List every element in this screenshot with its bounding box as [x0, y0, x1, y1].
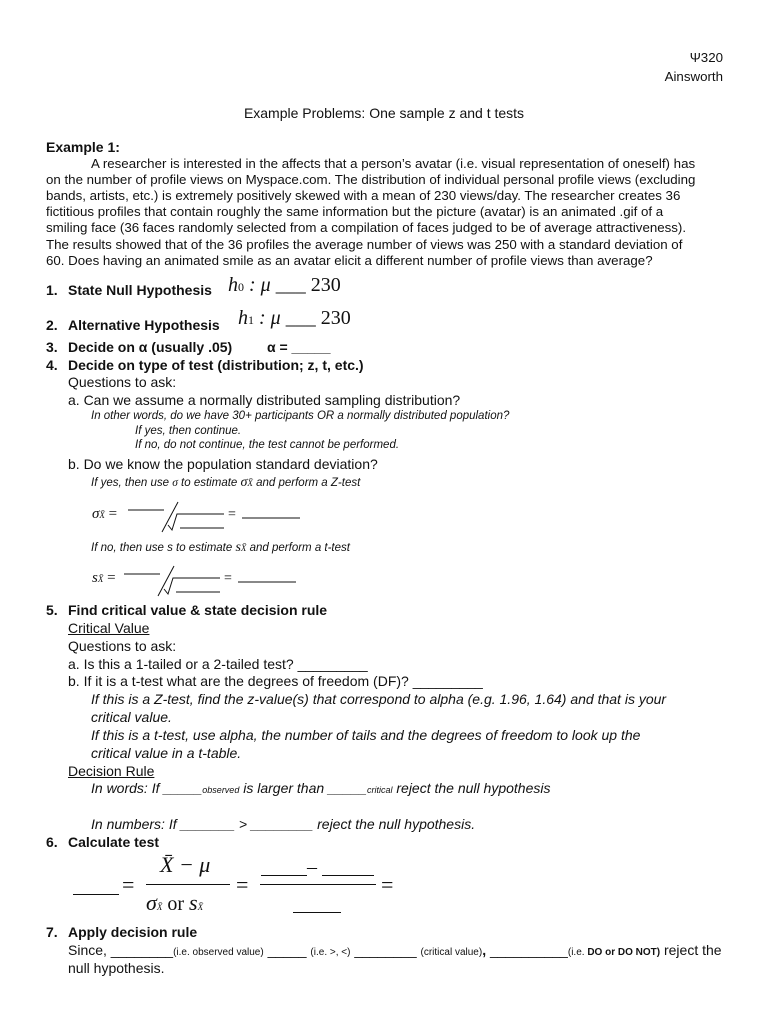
- paragraph-line: The results showed that of the 36 profiles the average number of views was 250 with a standard deviation of: [46, 237, 683, 252]
- step-5-label: 5. Find critical value & state decision rule: [46, 602, 328, 618]
- paragraph-line: A researcher is interested in the affects that a person’s avatar (i.e. visual representation of oneself) has: [91, 156, 696, 171]
- question-a: a. Can we assume a normally distributed sampling distribution?: [68, 392, 461, 408]
- blank: [322, 875, 374, 876]
- paragraph-line: 60. Does having an animated smile as an avatar elicit a different number of profile views than average?: [46, 253, 653, 268]
- decision-rule-heading: Decision Rule: [68, 763, 155, 779]
- step-2-label: 2. Alternative Hypothesis: [46, 317, 220, 333]
- page-title: Example Problems: One sample z and t tests: [243, 105, 525, 121]
- note: If no, do not continue, the test cannot be performed.: [135, 439, 400, 451]
- svg-text:=: =: [224, 571, 232, 586]
- standard-error-formula-lines-t: [120, 564, 300, 598]
- note: In other words, do we have 30+ participants OR a normally distributed population?: [91, 410, 510, 422]
- z-note: If this is a Z-test, find the z-value(s) that correspond to alpha (e.g. 1.96, 1.64) and that is your: [91, 691, 667, 707]
- blank: [293, 912, 341, 913]
- s-xbar-formula: sX̄ =: [92, 570, 116, 586]
- fraction-bar: [260, 884, 376, 885]
- question-b: b. If it is a t-test what are the degrees of freedom (DF)? _________: [68, 673, 483, 689]
- example-heading: Example 1:: [46, 139, 120, 155]
- standard-error-formula-lines: [124, 500, 304, 534]
- step-7-label: 7. Apply decision rule: [46, 924, 198, 940]
- step-1-label: 1. State Null Hypothesis: [46, 282, 212, 298]
- question-b: b. Do we know the population standard deviation?: [68, 456, 378, 472]
- decision-rule-words: In words: If _____observed is larger than _____critical reject the null hypothesis: [91, 780, 551, 796]
- questions-label: Questions to ask:: [68, 374, 177, 390]
- alpha-blank: α = _____: [267, 339, 331, 355]
- paragraph-line: fictitious profiles that contain roughly the same information but the picture (avatar) is an animated .gif of a: [46, 204, 664, 219]
- svg-text:=: =: [228, 507, 236, 522]
- questions-label: Questions to ask:: [68, 638, 177, 654]
- decision-sentence: Since, ________(i.e. observed value) _____ (i.e. >, <) ________ (critical value), __________(i.e. DO or DO NOT) reject the: [68, 942, 722, 958]
- fraction-bar: [146, 884, 230, 885]
- result-blank: [73, 894, 119, 895]
- alternative-hypothesis-formula: h1 : μ ___ 230: [238, 307, 351, 329]
- course-number: Ψ320: [689, 50, 723, 65]
- blank: [261, 875, 307, 876]
- z-note: critical value.: [91, 709, 172, 725]
- t-note: If this is a t-test, use alpha, the number of tails and the degrees of freedom to look up the: [91, 727, 641, 743]
- critical-value-heading: Critical Value: [68, 620, 150, 636]
- decision-rule-numbers: In numbers: If _______ > ________ reject the null hypothesis.: [91, 816, 476, 832]
- author-name: Ainsworth: [664, 69, 723, 84]
- paragraph-line: bands, artists, etc.) is extremely positively skewed with a mean of 230 views/day. The researcher creates 36: [46, 188, 681, 203]
- step-4-label: 4. Decide on type of test (distribution; z, t, etc.): [46, 357, 364, 373]
- formula-denominator: σX̄ or sX̄: [146, 890, 204, 915]
- decision-sentence-end: null hypothesis.: [68, 960, 165, 976]
- step-6-label: 6. Calculate test: [46, 834, 160, 850]
- paragraph-line: smiling face (36 faces randomly selected from a compilation of faces judged to be of average attractiveness).: [46, 220, 687, 235]
- note: If yes, then continue.: [135, 425, 242, 437]
- note: If yes, then use σ to estimate σX̄ and perform a Z-test: [91, 475, 361, 490]
- null-hypothesis-formula: h0 : μ ___ 230: [228, 274, 341, 296]
- paragraph-line: on the number of profile views on Myspace.com. The distribution of individual personal profile views (excluding: [46, 172, 696, 187]
- sigma-xbar-formula: σX̄ =: [92, 506, 118, 522]
- t-note: critical value in a t-table.: [91, 745, 242, 761]
- minus-sign: –: [307, 856, 317, 878]
- formula-numerator: X̄ − μ: [160, 852, 211, 877]
- step-3-label: 3. Decide on α (usually .05): [46, 339, 233, 355]
- note: If no, then use s to estimate sX̄ and perform a t-test: [91, 540, 350, 555]
- question-a: a. Is this a 1-tailed or a 2-tailed test? _________: [68, 656, 368, 672]
